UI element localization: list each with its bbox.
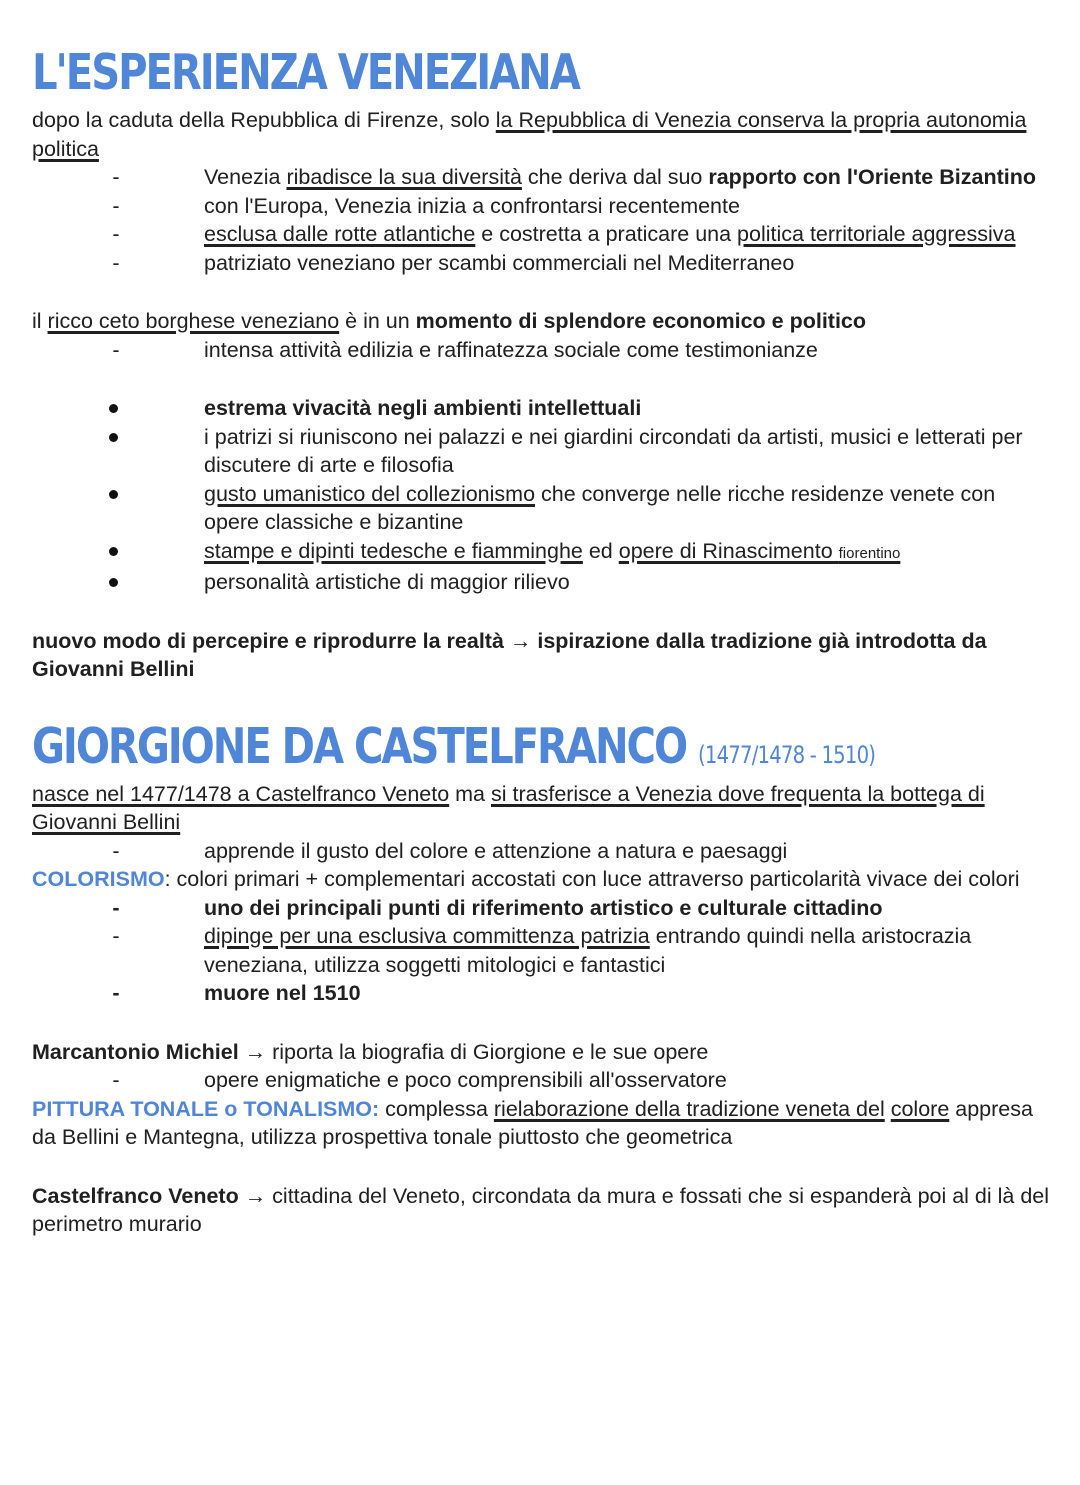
list-item (32, 192, 1052, 221)
bullet-item (32, 394, 1052, 423)
list-item (32, 336, 1052, 365)
item-text: appresa da Bellini e Mantegna, utilizza prospettiva tonale piuttosto che geometrica (32, 1096, 1033, 1149)
item-bold: estrema vivacità negli ambienti intellettuali (204, 396, 642, 420)
item-text: complessa (379, 1096, 494, 1121)
dash-marker: - (112, 838, 120, 863)
term-tonalismo: PITTURA TONALE o TONALISMO: (32, 1096, 380, 1121)
item-text: patriziato veneziano per scambi commerciali nel Mediterraneo (204, 250, 795, 275)
item-tiny-text: fiorentino (838, 544, 901, 562)
bullet-item (32, 568, 1052, 597)
item-text: con l'Europa, Venezia inizia a confrontarsi recentemente (204, 193, 740, 218)
list-item (32, 163, 1052, 192)
bullet-dot (109, 578, 118, 587)
list-item (32, 894, 1052, 923)
item-text: che converge nelle ricche residenze venete con opere classiche e bizantine (204, 481, 996, 534)
dash-marker: - (112, 1068, 120, 1092)
item-text: ed (582, 538, 619, 563)
item-text: ma (449, 781, 491, 806)
list-item (32, 837, 1052, 866)
item-bold: Marcantonio Michiel (32, 1039, 239, 1064)
item-bold: muore nel 1510 (204, 981, 361, 1005)
section-title-giorgione (32, 714, 876, 780)
item-text: il (32, 309, 48, 333)
bullet-item (32, 480, 1052, 537)
item-underlined: colore (890, 1096, 950, 1121)
list-item (32, 1066, 1052, 1095)
list-item (32, 249, 1052, 278)
item-bold: rapporto con l'Oriente Bizantino (708, 165, 1036, 189)
item-underlined: esclusa dalle rotte atlantiche (204, 222, 476, 246)
title-text: GIORGIONE DA CASTELFRANCO (32, 717, 687, 775)
item-text: e costretta a praticare una (475, 222, 738, 246)
bullet-dot (109, 404, 118, 413)
item-underlined: nasce nel 1477/1478 a Castelfranco Veneto (32, 781, 450, 806)
item-text: è in un (339, 309, 416, 333)
item-text: : colori primari + complementari accostati con luce attraverso particolarità vivace dei colori (164, 867, 1020, 891)
list-item (32, 220, 1052, 249)
item-text: che deriva dal suo (521, 165, 709, 189)
item-text: personalità artistiche di maggior rilievo (204, 570, 570, 594)
item-text: apprende il gusto del colore e attenzione a natura e paesaggi (204, 838, 788, 863)
intro-paragraph (32, 106, 1052, 163)
item-underlined (619, 539, 901, 563)
item-underlined: politica territoriale aggressiva (737, 222, 1016, 246)
conclusion-paragraph: nuovo modo di percepire e riprodurre la realtà → ispirazione dalla tradizione già introdotta da Giovanni Bellini (32, 628, 987, 681)
item-underlined: ribadisce la sua diversità (286, 165, 522, 189)
item-text: entrando quindi nella aristocrazia veneziana, utilizza soggetti mitologici e fantastici (204, 924, 972, 977)
list-item (32, 979, 1052, 1008)
item-text: i patrizi si riuniscono nei palazzi e nei giardini circondati da artisti, musici e letterati per discutere di arte e filosofia (204, 424, 1023, 477)
colorismo-paragraph (32, 865, 1052, 894)
section-title-esperienza-veneziana: L'ESPERIENZA VENEZIANA (32, 44, 579, 101)
giorgione-intro (32, 780, 1052, 837)
dash-marker: - (112, 193, 120, 218)
item-bold: uno dei principali punti di riferimento artistico e culturale cittadino (204, 895, 883, 920)
item-underlined: gusto umanistico del collezionismo (204, 481, 536, 506)
castelfranco-paragraph (32, 1182, 1052, 1239)
bullet-item (32, 423, 1052, 480)
dash-marker: - (112, 924, 120, 948)
dash-marker: - (112, 165, 120, 189)
item-text: → cittadina del Veneto, circondata da mura e fossati che si espanderà poi al di là del perimetro murario (32, 1183, 1050, 1236)
bullet-dot (109, 490, 118, 499)
item-underlined: stampe e dipinti tedesche e fiamminghe (204, 538, 583, 563)
item-underlined-text: opere di Rinascimento (618, 538, 839, 563)
tonalismo-paragraph (32, 1095, 1052, 1152)
bullet-dot (109, 547, 118, 556)
intro-text: dopo la caduta della Repubblica di Firenze, solo (32, 108, 496, 132)
item-text: opere enigmatiche e poco comprensibili all'osservatore (204, 1068, 727, 1092)
dash-marker: - (112, 250, 120, 275)
item-underlined: dipinge per una esclusiva committenza patrizia (204, 924, 650, 948)
document-page (32, 40, 1052, 1239)
title-dates: (1477/1478 - 1510) (698, 740, 876, 769)
item-underlined: ricco ceto borghese veneziano (47, 309, 340, 333)
item-bold: momento di splendore economico e politico (415, 309, 867, 333)
dash-marker: - (112, 895, 120, 920)
list-item (32, 922, 1052, 979)
paragraph-ceto-borghese (32, 307, 1052, 336)
bullet-dot (109, 433, 118, 442)
dash-marker: - (112, 981, 120, 1005)
item-bold: Castelfranco Veneto (32, 1183, 239, 1208)
item-underlined: si trasferisce a Venezia dove frequenta la bottega di Giovanni Bellini (32, 781, 985, 834)
intro-underlined: la Repubblica di Venezia conserva la propria autonomia politica (32, 108, 1027, 161)
term-colorismo: COLORISMO (32, 867, 165, 891)
item-text: Venezia (204, 165, 287, 189)
dash-marker: - (112, 222, 120, 246)
michiel-paragraph (32, 1038, 1052, 1067)
bullet-item (32, 537, 1052, 569)
dash-marker: - (112, 337, 120, 362)
item-underlined: rielaborazione della tradizione veneta del (493, 1096, 885, 1121)
item-text: → riporta la biografia di Giorgione e le sue opere (238, 1039, 709, 1064)
item-text: intensa attività edilizia e raffinatezza sociale come testimonianze (204, 337, 818, 362)
